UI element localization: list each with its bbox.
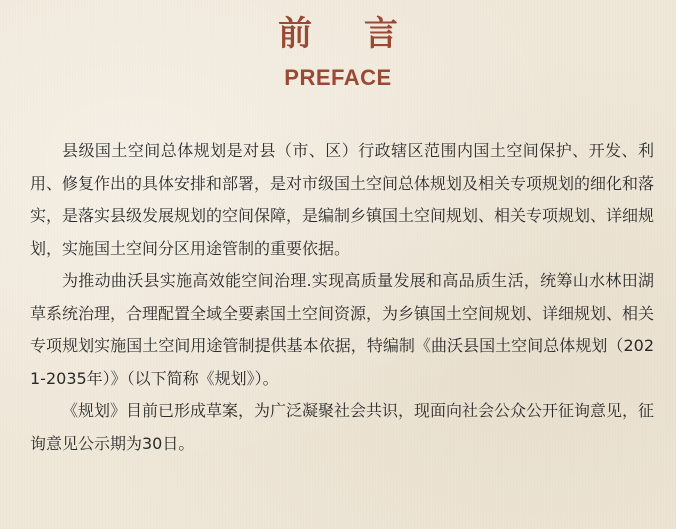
preface-body <box>30 135 654 460</box>
page-subtitle: PREFACE <box>284 65 392 90</box>
paragraph: 县级国土空间总体规划是对县（市、区）行政辖区范围内国土空间保护、开发、利用、修复作出的具体安排和部署，是对市级国土空间总体规划及相关专项规划的细化和落实，是落实县级发展规划的空间保障，是编制乡镇国土空间规划、相关专项规划、详细规划，实施国土空间分区用途管制的重要依据。 <box>30 141 655 258</box>
paragraph: 《规划》目前已形成草案，为广泛凝聚社会共识，现面向社会公众公开征询意见，征询意见公示期为30日。 <box>30 401 655 453</box>
page-title: 前 言 <box>278 14 418 54</box>
paragraph: 为推动曲沃县实施高效能空间治理.实现高质量发展和高品质生活，统筹山水林田湖草系统治理，合理配置全域全要素国土空间资源，为乡镇国土空间规划、详细规划、相关专项规划实施国土空间用途管制提供基本依据，特编制《曲沃县国土空间总体规划（2021-2035年）》（以下简称《规划》）。 <box>30 271 655 388</box>
